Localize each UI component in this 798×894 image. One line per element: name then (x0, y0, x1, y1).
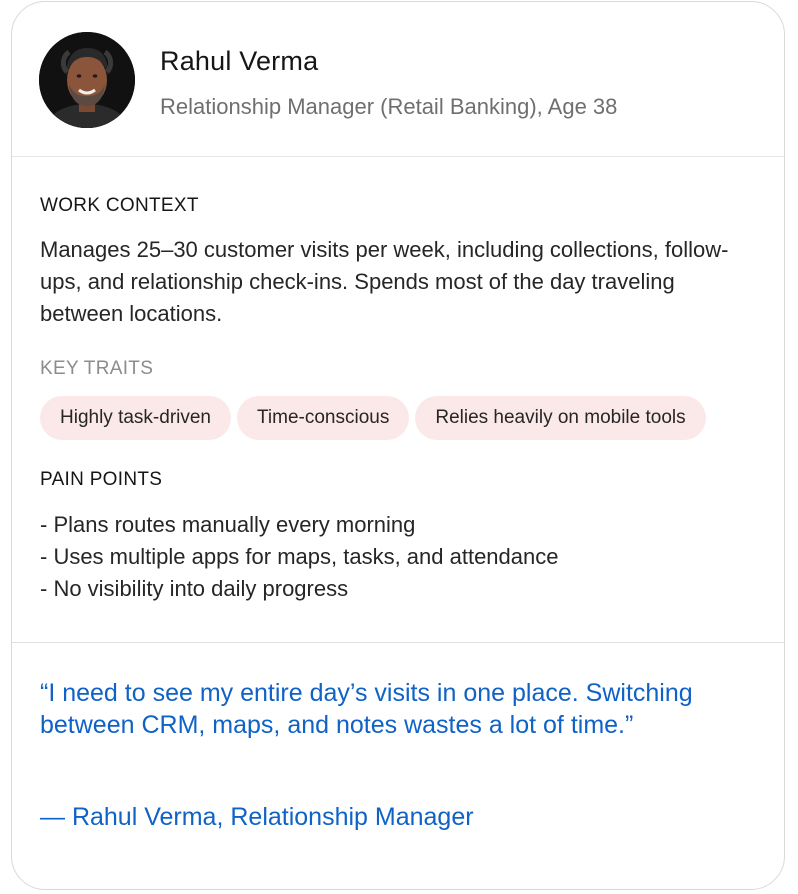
persona-name: Rahul Verma (160, 46, 319, 76)
work-context-title: WORK CONTEXT (40, 195, 199, 216)
persona-card (11, 1, 785, 890)
pain-point-item: - Plans routes manually every morning (40, 512, 416, 537)
work-context-text: Manages 25–30 customer visits per week, including collections, follow-ups, and relationship check-ins. Spends most of the day traveling between locations. (40, 237, 729, 326)
pain-points-list (40, 509, 558, 605)
quote-attribution: — Rahul Verma, Relationship Manager (40, 803, 474, 831)
profile-header (12, 2, 784, 157)
pain-point-item: - Uses multiple apps for maps, tasks, and attendance (40, 544, 559, 569)
persona-role: Relationship Manager (Retail Banking), Age 38 (160, 94, 618, 119)
key-traits-title: KEY TRAITS (40, 358, 154, 379)
quote-section (12, 642, 784, 831)
avatar (39, 32, 135, 128)
trait-chip: Highly task-driven (40, 396, 231, 440)
key-traits-list (40, 396, 706, 440)
pain-points-title: PAIN POINTS (40, 469, 163, 490)
avatar-photo (39, 32, 135, 128)
trait-chip: Time-conscious (237, 396, 409, 440)
pain-point-item: - No visibility into daily progress (40, 576, 349, 601)
persona-quote: “I need to see my entire day’s visits in one place. Switching between CRM, maps, and notes wastes a lot of time.” (40, 679, 693, 739)
trait-chip: Relies heavily on mobile tools (415, 396, 705, 440)
